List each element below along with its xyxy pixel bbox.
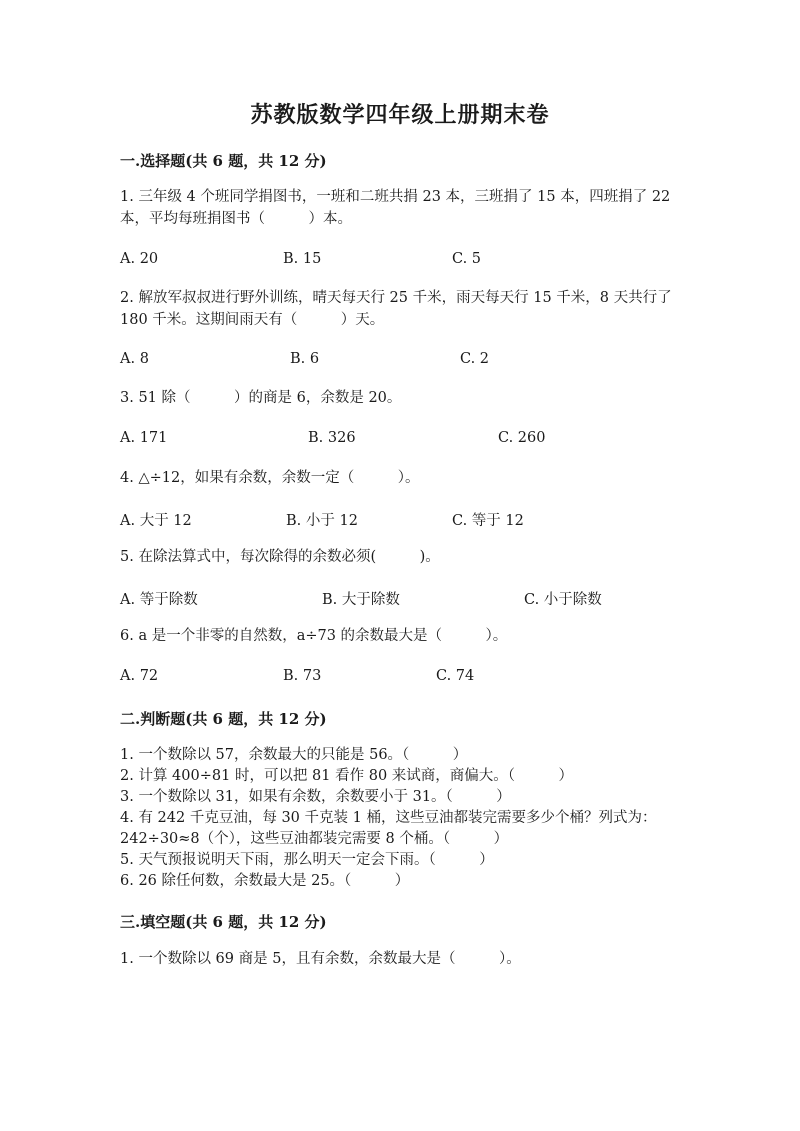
- choice-option: B. 326: [308, 430, 356, 446]
- judge-item-4: 4. 有 242 千克豆油，每 30 千克装 1 桶，这些豆油都装完需要多少个桶？列式为：242÷30≈8（个），这些豆油都装完需要 8 个桶。（ ）: [120, 810, 657, 847]
- choice-option: B. 6: [290, 351, 320, 367]
- choice-question-5: 5. 在除法算式中，每次除得的余数必须( )。: [120, 549, 440, 565]
- choice-option: C. 等于 12: [452, 513, 524, 529]
- choice-option: B. 大于除数: [322, 592, 400, 608]
- choice-option: C. 2: [460, 351, 490, 367]
- choice-question-6: 6. a 是一个非零的自然数，a÷73 的余数最大是（ ）。: [120, 628, 508, 644]
- choice-option: C. 小于除数: [524, 592, 602, 608]
- choice-option: B. 15: [283, 251, 322, 267]
- choice-option: A. 8: [120, 351, 149, 367]
- choice-option: B. 小于 12: [286, 513, 358, 529]
- page-title: 苏教版数学四年级上册期末卷: [250, 102, 550, 128]
- judge-item-6: 6. 26 除任何数，余数最大是 25。（ ）: [120, 873, 410, 889]
- choice-option: A. 等于除数: [120, 592, 198, 608]
- choice-option: A. 大于 12: [120, 513, 192, 529]
- choice-option: C. 260: [498, 430, 546, 446]
- section-title-judge: 二.判断题(共 6 题，共 12 分): [120, 710, 327, 728]
- judge-item-5: 5. 天气预报说明天下雨，那么明天一定会下雨。（ ）: [120, 852, 494, 868]
- choice-option: C. 74: [436, 668, 475, 684]
- choice-option: A. 20: [120, 251, 159, 267]
- section-title-choice: 一.选择题(共 6 题，共 12 分): [120, 152, 327, 170]
- section-title-fill: 三.填空题(共 6 题，共 12 分): [120, 913, 327, 931]
- fill-item-1: 1. 一个数除以 69 商是 5，且有余数，余数最大是（ ）。: [120, 951, 521, 967]
- choice-question-1: 1. 三年级 4 个班同学捐图书，一班和二班共捐 23 本，三班捐了 15 本，四班捐了 22 本，平均每班捐图书（ ）本。: [120, 189, 671, 227]
- choice-question-4: 4. △÷12，如果有余数，余数一定（ ）。: [120, 470, 420, 486]
- choice-option: A. 72: [120, 668, 159, 684]
- judge-item-3: 3. 一个数除以 31，如果有余数，余数要小于 31。（ ）: [120, 789, 511, 805]
- choice-option: C. 5: [452, 251, 482, 267]
- judge-item-2: 2. 计算 400÷81 时，可以把 81 看作 80 来试商，商偏大。（ ）: [120, 768, 574, 784]
- choice-option: A. 171: [120, 430, 168, 446]
- choice-question-2: 2. 解放军叔叔进行野外训练，晴天每天行 25 千米，雨天每天行 15 千米，8 天共行了 180 千米。这期间雨天有（ ）天。: [120, 290, 672, 328]
- judge-item-1: 1. 一个数除以 57，余数最大的只能是 56。（ ）: [120, 747, 468, 763]
- choice-question-3: 3. 51 除（ ）的商是 6，余数是 20。: [120, 390, 402, 406]
- choice-option: B. 73: [283, 668, 322, 684]
